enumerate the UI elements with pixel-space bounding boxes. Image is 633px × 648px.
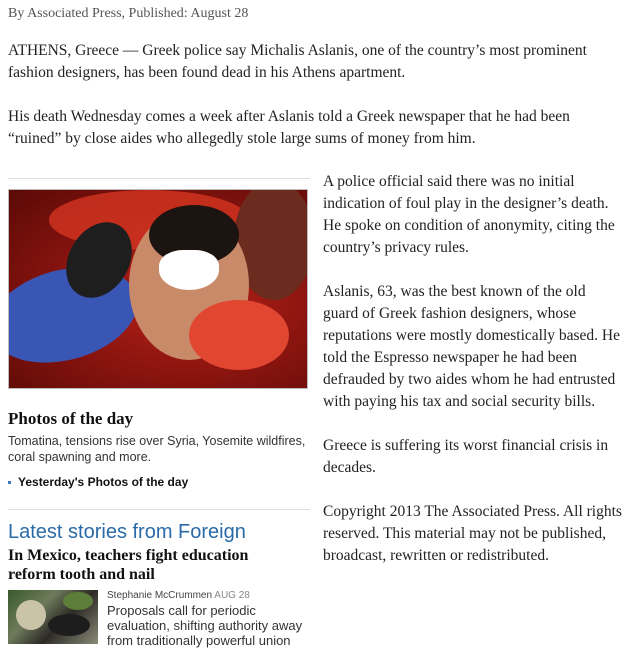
- story-author[interactable]: Stephanie McCrummen: [107, 590, 213, 601]
- divider: [8, 509, 310, 510]
- article-paragraph: Greece is suffering its worst financial crisis in decades.: [323, 437, 609, 476]
- story-date: AUG 28: [214, 590, 250, 601]
- divider: [8, 178, 310, 179]
- story-item[interactable]: [8, 590, 310, 648]
- story-summary: Proposals call for periodic evaluation, shifting authority away from traditionally powerful union: [107, 603, 303, 648]
- story-thumbnail[interactable]: [8, 590, 98, 644]
- photos-of-day-description: Tomatina, tensions rise over Syria, Yosemite wildfires, coral spawning and more.: [8, 434, 306, 464]
- story-meta: [107, 590, 310, 601]
- latest-stories-heading[interactable]: Latest stories from Foreign: [8, 521, 246, 543]
- article-continued: [323, 171, 623, 589]
- sidebar-left: [8, 178, 310, 648]
- story-text: [107, 590, 310, 648]
- bullet-icon: [8, 481, 11, 484]
- article-paragraph: A police official said there was no initial indication of foul play in the designer’s death. He spoke on condition of anonymity, citing the country’s privacy rules.: [323, 173, 615, 256]
- photos-of-day-title[interactable]: Photos of the day: [8, 409, 134, 428]
- yesterdays-photos-link[interactable]: [8, 475, 310, 489]
- yesterdays-photos-label[interactable]: Yesterday's Photos of the day: [18, 475, 189, 489]
- article-paragraph: His death Wednesday comes a week after Aslanis told a Greek newspaper that he had been “ruined” by close aides who allegedly stole large sums of money from him.: [8, 108, 570, 147]
- byline: By Associated Press, Published: August 28: [8, 6, 249, 21]
- photo-of-day-image[interactable]: [8, 189, 308, 389]
- story-headline[interactable]: In Mexico, teachers fight education reform tooth and nail: [8, 547, 249, 583]
- copyright-notice: Copyright 2013 The Associated Press. All rights reserved. This material may not be published, broadcast, rewritten or redistributed.: [323, 503, 622, 564]
- article-paragraph: Aslanis, 63, was the best known of the old guard of Greek fashion designers, whose reputations were mostly domestically based. He told the Espresso newspaper he had been defrauded by two aides whom he had entrusted with paying his tax and social security bills.: [323, 283, 621, 410]
- article-paragraph: ATHENS, Greece — Greek police say Michalis Aslanis, one of the country’s most prominent fashion designers, has been found dead in his Athens apartment.: [8, 42, 587, 81]
